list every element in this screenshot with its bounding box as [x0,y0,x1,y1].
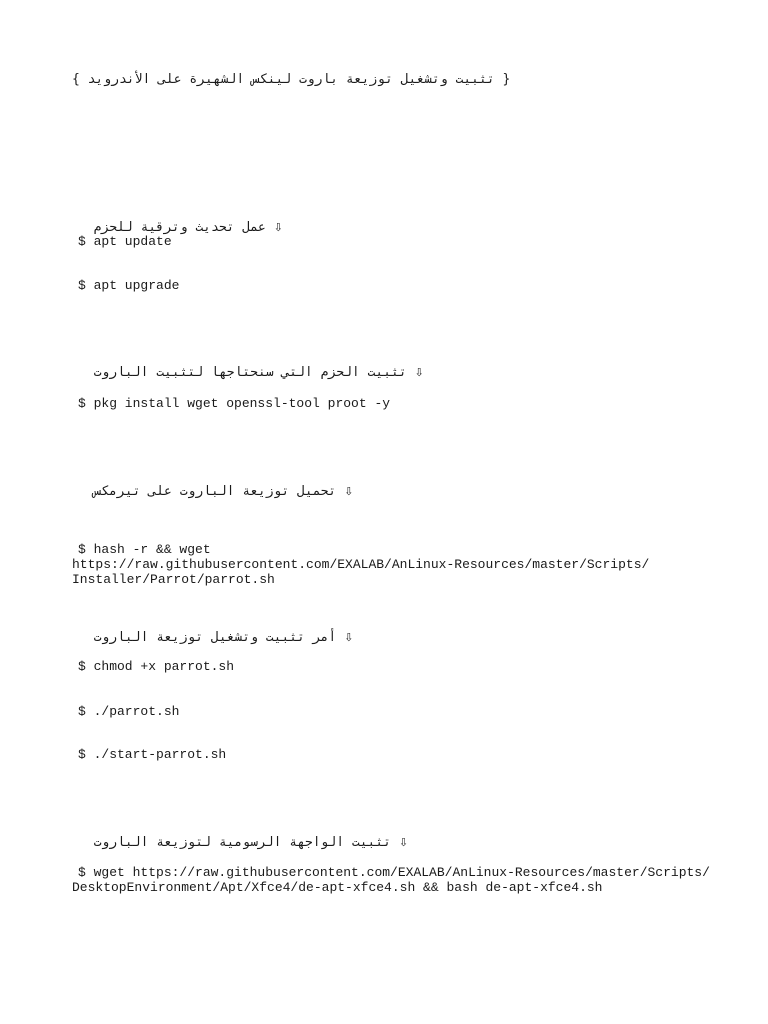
command-apt-update: $ apt update [78,234,172,249]
command-download-line2: https://raw.githubusercontent.com/EXALAB/AnLinux-Resources/master/Scripts/ [72,557,650,572]
section-heading-text: أمر تثبيت وتشغيل توزيعة الباروت [93,630,337,645]
down-arrow-icon: ⇩ [414,366,424,379]
section-heading-packages [78,350,424,380]
command-gui-line2: DesktopEnvironment/Apt/Xfce4/de-apt-xfce4.sh && bash de-apt-xfce4.sh [72,880,603,895]
command-chmod: $ chmod +x parrot.sh [78,659,235,674]
section-heading-text: تثبيت الواجهة الرسومية لتوزيعة الباروت [93,835,392,850]
section-heading-update [78,205,283,235]
page-title: { تثبيت وتشغيل توزيعة باروت لينكس الشهيرة على الأندرويد } [72,72,511,87]
section-heading-gui [78,820,408,850]
section-heading-text: عمل تحديث وترقية للحزم [93,220,266,235]
section-heading-install-run [78,615,353,645]
section-heading-download [78,469,353,499]
command-apt-upgrade: $ apt upgrade [78,278,180,293]
command-run-parrot: $ ./parrot.sh [78,704,180,719]
command-pkg-install: $ pkg install wget openssl-tool proot -y [78,396,391,411]
command-start-parrot: $ ./start-parrot.sh [78,747,227,762]
section-heading-text: تحميل توزيعة الباروت على تيرمكس [93,484,337,499]
down-arrow-icon: ⇩ [344,485,354,498]
command-download-line3: Installer/Parrot/parrot.sh [72,572,275,587]
down-arrow-icon: ⇩ [273,221,283,234]
command-download-line1: $ hash -r && wget [78,542,211,557]
command-gui-line1: $ wget https://raw.githubusercontent.com/EXALAB/AnLinux-Resources/master/Scripts/ [78,865,710,880]
down-arrow-icon: ⇩ [398,836,409,849]
down-arrow-icon: ⇩ [344,631,354,644]
section-heading-text: تثبيت الحزم التي سنحتاجها لتثبيت الباروت [93,365,407,380]
